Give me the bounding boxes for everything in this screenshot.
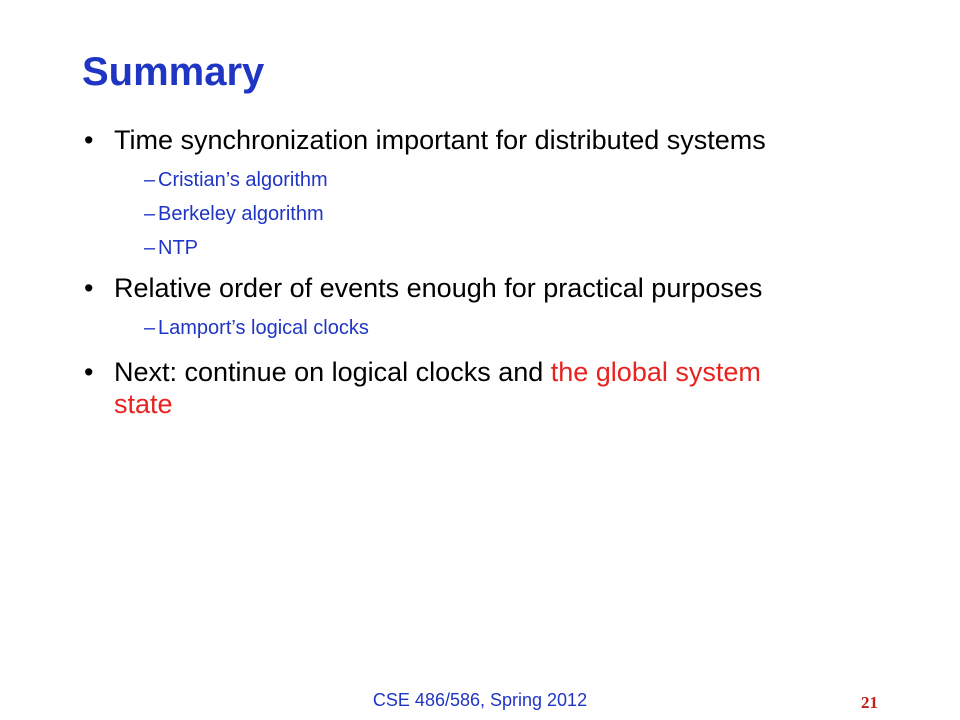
bullet-text: Time synchronization important for distributed systems: [114, 125, 766, 155]
sub-bullet-text: Berkeley algorithm: [158, 203, 324, 225]
sub-bullet-marker: –: [144, 169, 156, 191]
sub-bullet-text: Lamport’s logical clocks: [158, 317, 369, 339]
bullet-text: Relative order of events enough for practical purposes: [114, 273, 763, 303]
sub-bullet-text: NTP: [158, 237, 198, 259]
sub-bullet-marker: –: [144, 237, 156, 259]
sub-bullet-item: [114, 168, 804, 192]
sub-bullet-list: [114, 316, 804, 340]
sub-bullet-list: [114, 168, 804, 260]
sub-bullet-item: [114, 202, 804, 226]
bullet-item: [84, 124, 804, 260]
bullet-text: Next: continue on logical clocks and: [114, 357, 551, 387]
bullet-marker: •: [84, 357, 94, 387]
slide-title: Summary: [82, 50, 265, 94]
bullet-list: [84, 124, 804, 420]
bullet-marker: •: [84, 125, 94, 155]
sub-bullet-marker: –: [144, 203, 156, 225]
bullet-marker: •: [84, 273, 94, 303]
slide-footer: CSE 486/586, Spring 2012: [372, 690, 588, 710]
page-number: 21: [861, 693, 878, 712]
sub-bullet-marker: –: [144, 317, 156, 339]
sub-bullet-item: [114, 236, 804, 260]
highlighted-text: the global system state: [114, 357, 761, 419]
sub-bullet-text: Cristian’s algorithm: [158, 169, 328, 191]
bullet-item: [84, 272, 804, 340]
bullet-item: [84, 356, 804, 420]
sub-bullet-item: [114, 316, 804, 340]
